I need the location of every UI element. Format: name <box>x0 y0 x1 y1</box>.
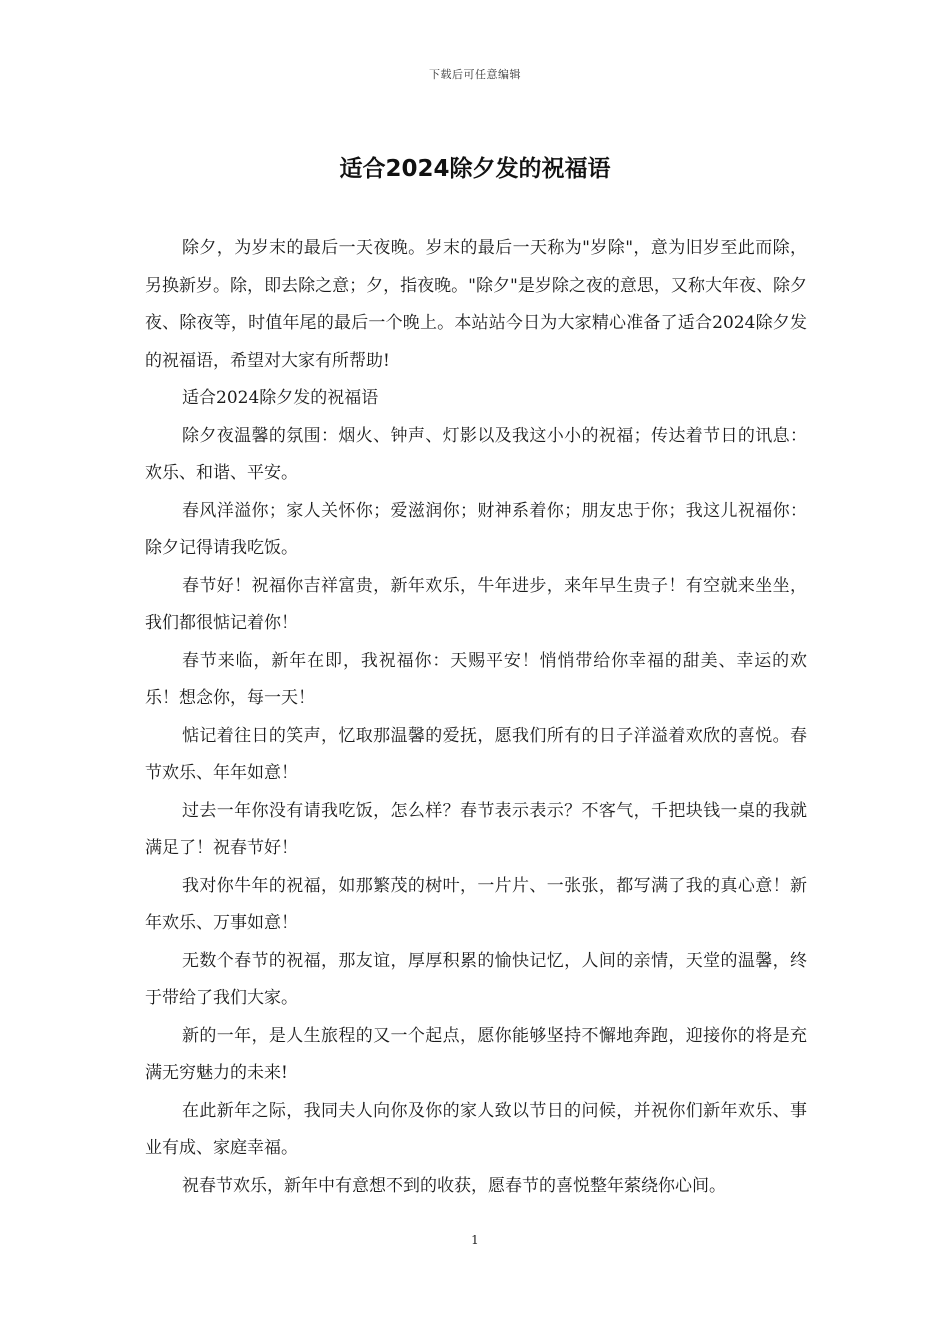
greeting-paragraph: 惦记着往日的笑声，忆取那温馨的爱抚，愿我们所有的日子洋溢着欢欣的喜悦。春节欢乐、年年如意！ <box>145 725 807 783</box>
greeting-paragraph: 我对你牛年的祝福，如那繁茂的树叶，一片片、一张张，都写满了我的真心意！新年欢乐、万事如意！ <box>145 875 807 933</box>
intro-paragraph: 除夕，为岁末的最后一天夜晚。岁末的最后一天称为"岁除"，意为旧岁至此而除，另换新岁。除，即去除之意；夕，指夜晚。"除夕"是岁除之夜的意思，又称大年夜、除夕夜、除夜等，时值年尾的最后一个晚上。本站站今日为大家精心准备了适合2024除夕发的祝福语，希望对大家有所帮助! <box>145 238 807 371</box>
greeting-paragraph: 新的一年，是人生旅程的又一个起点，愿你能够坚持不懈地奔跑，迎接你的将是充满无穷魅力的未来! <box>145 1025 807 1083</box>
page-header: 下载后可任意编辑 <box>429 68 521 81</box>
greeting-paragraph: 春风洋溢你；家人关怀你；爱滋润你；财神系着你；朋友忠于你；我这儿祝福你：除夕记得请我吃饭。 <box>145 500 807 558</box>
section-heading: 适合2024除夕发的祝福语 <box>182 388 379 408</box>
document-body <box>145 230 807 1205</box>
greeting-paragraph: 祝春节欢乐，新年中有意想不到的收获，愿春节的喜悦整年萦绕你心间。 <box>182 1175 726 1196</box>
document-title: 适合2024除夕发的祝福语 <box>339 156 611 182</box>
greeting-paragraph: 在此新年之际，我同夫人向你及你的家人致以节日的问候，并祝你们新年欢乐、事业有成、家庭幸福。 <box>145 1100 807 1158</box>
greeting-paragraph: 春节来临，新年在即，我祝福你：天赐平安！悄悄带给你幸福的甜美、幸运的欢乐！想念你，每一天！ <box>145 650 807 708</box>
greeting-paragraph: 春节好！祝福你吉祥富贵，新年欢乐，牛年进步，来年早生贵子！有空就来坐坐，我们都很惦记着你！ <box>145 575 807 633</box>
page-number: 1 <box>471 1233 479 1247</box>
greeting-paragraph: 无数个春节的祝福，那友谊，厚厚积累的愉快记忆，人间的亲情，天堂的温馨，终于带给了我们大家。 <box>145 950 807 1008</box>
greeting-paragraph: 过去一年你没有请我吃饭，怎么样？春节表示表示？不客气，千把块钱一桌的我就满足了！祝春节好！ <box>145 800 807 858</box>
greeting-paragraph: 除夕夜温馨的氛围：烟火、钟声、灯影以及我这小小的祝福；传达着节日的讯息：欢乐、和谐、平安。 <box>145 425 807 483</box>
